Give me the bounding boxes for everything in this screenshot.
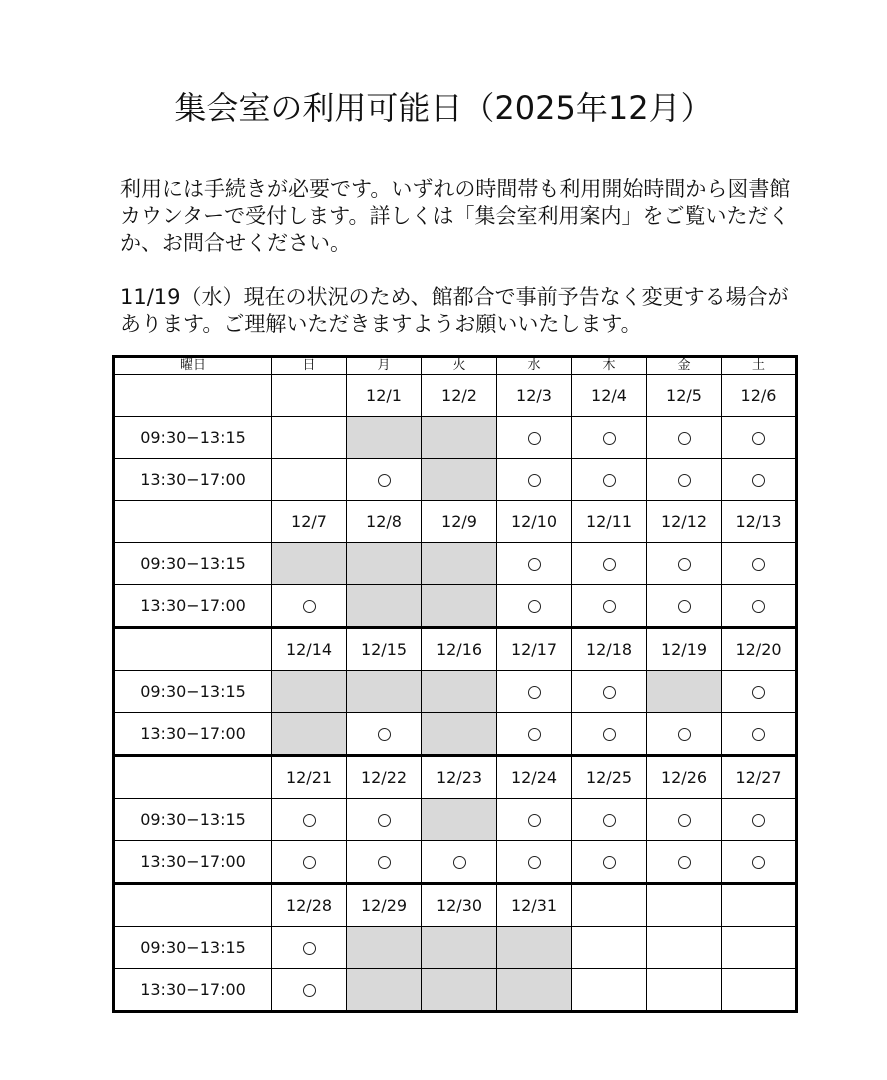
date-cell: 12/19 (647, 628, 722, 671)
date-cell: 12/11 (572, 501, 647, 543)
available-circle-icon (528, 856, 541, 869)
change-notice: 11/19（水）現在の状況のため、館都合で事前予告なく変更する場合があります。ご理解いただきますようお願いいたします。 (120, 285, 789, 336)
time-slot-label: 09:30−13:15 (114, 799, 272, 841)
available-cell (647, 417, 722, 459)
time-slot-label: 09:30−13:15 (114, 671, 272, 713)
date-cell: 12/29 (347, 884, 422, 927)
available-cell (722, 841, 797, 884)
available-circle-icon (603, 558, 616, 571)
unavailable-cell (347, 417, 422, 459)
time-slot-label: 13:30−17:00 (114, 841, 272, 884)
available-cell (722, 585, 797, 628)
available-circle-icon (603, 432, 616, 445)
unavailable-cell (347, 927, 422, 969)
week-date-row (114, 756, 797, 799)
available-circle-icon (303, 856, 316, 869)
date-cell: 12/1 (347, 375, 422, 417)
unavailable-cell (422, 799, 497, 841)
time-slot-label: 09:30−13:15 (114, 543, 272, 585)
available-cell (722, 671, 797, 713)
available-circle-icon (678, 728, 691, 741)
available-cell (497, 799, 572, 841)
available-cell (272, 585, 347, 628)
available-cell (497, 671, 572, 713)
available-cell (572, 417, 647, 459)
time-slot-row (114, 671, 797, 713)
time-slot-row (114, 713, 797, 756)
time-slot-label: 13:30−17:00 (114, 459, 272, 501)
weekday-header-cell: 月 (347, 357, 422, 375)
available-cell (422, 841, 497, 884)
unavailable-cell (422, 671, 497, 713)
date-row-label (114, 375, 272, 417)
available-circle-icon (528, 600, 541, 613)
empty-cell (647, 927, 722, 969)
unavailable-cell (647, 671, 722, 713)
time-slot-label: 13:30−17:00 (114, 969, 272, 1012)
available-circle-icon (528, 686, 541, 699)
available-cell (572, 585, 647, 628)
date-cell: 12/30 (422, 884, 497, 927)
available-circle-icon (752, 474, 765, 487)
available-circle-icon (378, 474, 391, 487)
available-circle-icon (528, 814, 541, 827)
available-circle-icon (378, 814, 391, 827)
available-circle-icon (752, 728, 765, 741)
empty-cell (647, 969, 722, 1012)
available-cell (647, 459, 722, 501)
page-title: 集会室の利用可能日（2025年12月） (174, 89, 713, 127)
date-cell: 12/27 (722, 756, 797, 799)
date-cell: 12/23 (422, 756, 497, 799)
available-cell (272, 799, 347, 841)
available-circle-icon (603, 856, 616, 869)
weekday-header-row (114, 357, 797, 375)
available-circle-icon (603, 474, 616, 487)
empty-cell (722, 969, 797, 1012)
available-circle-icon (378, 728, 391, 741)
unavailable-cell (422, 713, 497, 756)
available-circle-icon (528, 432, 541, 445)
date-cell (722, 884, 797, 927)
available-circle-icon (752, 856, 765, 869)
time-slot-label: 13:30−17:00 (114, 713, 272, 756)
empty-cell (272, 459, 347, 501)
weekday-header-cell: 土 (722, 357, 797, 375)
date-cell: 12/24 (497, 756, 572, 799)
date-cell: 12/17 (497, 628, 572, 671)
available-circle-icon (678, 558, 691, 571)
available-cell (722, 459, 797, 501)
available-circle-icon (678, 432, 691, 445)
empty-cell (272, 417, 347, 459)
available-cell (572, 543, 647, 585)
date-cell: 12/13 (722, 501, 797, 543)
available-cell (722, 543, 797, 585)
available-cell (347, 459, 422, 501)
week-date-row (114, 501, 797, 543)
date-cell: 12/14 (272, 628, 347, 671)
date-cell: 12/9 (422, 501, 497, 543)
unavailable-cell (347, 969, 422, 1012)
available-cell (497, 459, 572, 501)
date-cell: 12/31 (497, 884, 572, 927)
available-cell (572, 841, 647, 884)
date-cell: 12/7 (272, 501, 347, 543)
date-cell: 12/21 (272, 756, 347, 799)
available-cell (722, 417, 797, 459)
available-cell (347, 713, 422, 756)
available-cell (572, 799, 647, 841)
empty-cell (572, 969, 647, 1012)
available-cell (347, 799, 422, 841)
available-cell (572, 459, 647, 501)
date-cell: 12/3 (497, 375, 572, 417)
time-slot-row (114, 799, 797, 841)
weekday-header-cell: 火 (422, 357, 497, 375)
available-cell (647, 841, 722, 884)
date-cell: 12/4 (572, 375, 647, 417)
available-circle-icon (752, 686, 765, 699)
available-cell (497, 543, 572, 585)
unavailable-cell (272, 671, 347, 713)
week-date-row (114, 375, 797, 417)
available-cell (497, 417, 572, 459)
unavailable-cell (347, 585, 422, 628)
available-circle-icon (603, 814, 616, 827)
available-cell (572, 671, 647, 713)
unavailable-cell (422, 585, 497, 628)
available-circle-icon (528, 558, 541, 571)
date-cell: 12/22 (347, 756, 422, 799)
available-circle-icon (303, 942, 316, 955)
time-slot-label: 09:30−13:15 (114, 927, 272, 969)
time-slot-label: 09:30−13:15 (114, 417, 272, 459)
date-cell: 12/28 (272, 884, 347, 927)
available-circle-icon (453, 856, 466, 869)
available-circle-icon (528, 728, 541, 741)
unavailable-cell (272, 543, 347, 585)
procedure-notice: 利用には手続きが必要です。いずれの時間帯も利用開始時間から図書館カウンターで受付します。詳しくは「集会室利用案内」をご覧いただくか、お問合せください。 (120, 177, 791, 255)
date-row-label (114, 628, 272, 671)
date-cell: 12/25 (572, 756, 647, 799)
time-slot-row (114, 927, 797, 969)
date-cell: 12/12 (647, 501, 722, 543)
date-cell: 12/8 (347, 501, 422, 543)
date-cell (572, 884, 647, 927)
unavailable-cell (497, 969, 572, 1012)
date-cell (272, 375, 347, 417)
available-circle-icon (603, 600, 616, 613)
availability-calendar (112, 355, 798, 1013)
available-cell (497, 841, 572, 884)
available-cell (722, 799, 797, 841)
week-date-row (114, 628, 797, 671)
weekday-header-cell: 日 (272, 357, 347, 375)
available-cell (347, 841, 422, 884)
date-cell (647, 884, 722, 927)
unavailable-cell (272, 713, 347, 756)
unavailable-cell (422, 459, 497, 501)
available-cell (572, 713, 647, 756)
available-circle-icon (678, 814, 691, 827)
weekday-header-cell: 木 (572, 357, 647, 375)
time-slot-row (114, 585, 797, 628)
available-cell (497, 585, 572, 628)
empty-cell (722, 927, 797, 969)
date-row-label (114, 501, 272, 543)
weekday-header-cell: 水 (497, 357, 572, 375)
available-circle-icon (678, 600, 691, 613)
date-cell: 12/2 (422, 375, 497, 417)
available-cell (647, 585, 722, 628)
available-cell (272, 969, 347, 1012)
time-slot-row (114, 841, 797, 884)
available-circle-icon (378, 856, 391, 869)
available-cell (647, 543, 722, 585)
available-circle-icon (528, 474, 541, 487)
empty-cell (572, 927, 647, 969)
available-circle-icon (678, 856, 691, 869)
date-cell: 12/16 (422, 628, 497, 671)
time-slot-row (114, 417, 797, 459)
available-circle-icon (752, 558, 765, 571)
available-circle-icon (303, 600, 316, 613)
unavailable-cell (347, 543, 422, 585)
available-cell (722, 713, 797, 756)
date-cell: 12/10 (497, 501, 572, 543)
week-date-row (114, 884, 797, 927)
unavailable-cell (422, 543, 497, 585)
available-circle-icon (752, 432, 765, 445)
available-cell (647, 713, 722, 756)
available-circle-icon (752, 814, 765, 827)
weekday-header-label: 曜日 (114, 357, 272, 375)
time-slot-label: 13:30−17:00 (114, 585, 272, 628)
date-cell: 12/5 (647, 375, 722, 417)
available-cell (497, 713, 572, 756)
date-row-label (114, 884, 272, 927)
date-cell: 12/26 (647, 756, 722, 799)
available-circle-icon (678, 474, 691, 487)
available-circle-icon (752, 600, 765, 613)
date-cell: 12/18 (572, 628, 647, 671)
unavailable-cell (422, 417, 497, 459)
time-slot-row (114, 969, 797, 1012)
time-slot-row (114, 543, 797, 585)
available-circle-icon (603, 728, 616, 741)
available-cell (647, 799, 722, 841)
available-cell (272, 927, 347, 969)
unavailable-cell (422, 969, 497, 1012)
date-cell: 12/15 (347, 628, 422, 671)
unavailable-cell (497, 927, 572, 969)
date-row-label (114, 756, 272, 799)
unavailable-cell (422, 927, 497, 969)
date-cell: 12/20 (722, 628, 797, 671)
available-cell (272, 841, 347, 884)
date-cell: 12/6 (722, 375, 797, 417)
available-circle-icon (303, 814, 316, 827)
time-slot-row (114, 459, 797, 501)
available-circle-icon (603, 686, 616, 699)
unavailable-cell (347, 671, 422, 713)
weekday-header-cell: 金 (647, 357, 722, 375)
available-circle-icon (303, 984, 316, 997)
